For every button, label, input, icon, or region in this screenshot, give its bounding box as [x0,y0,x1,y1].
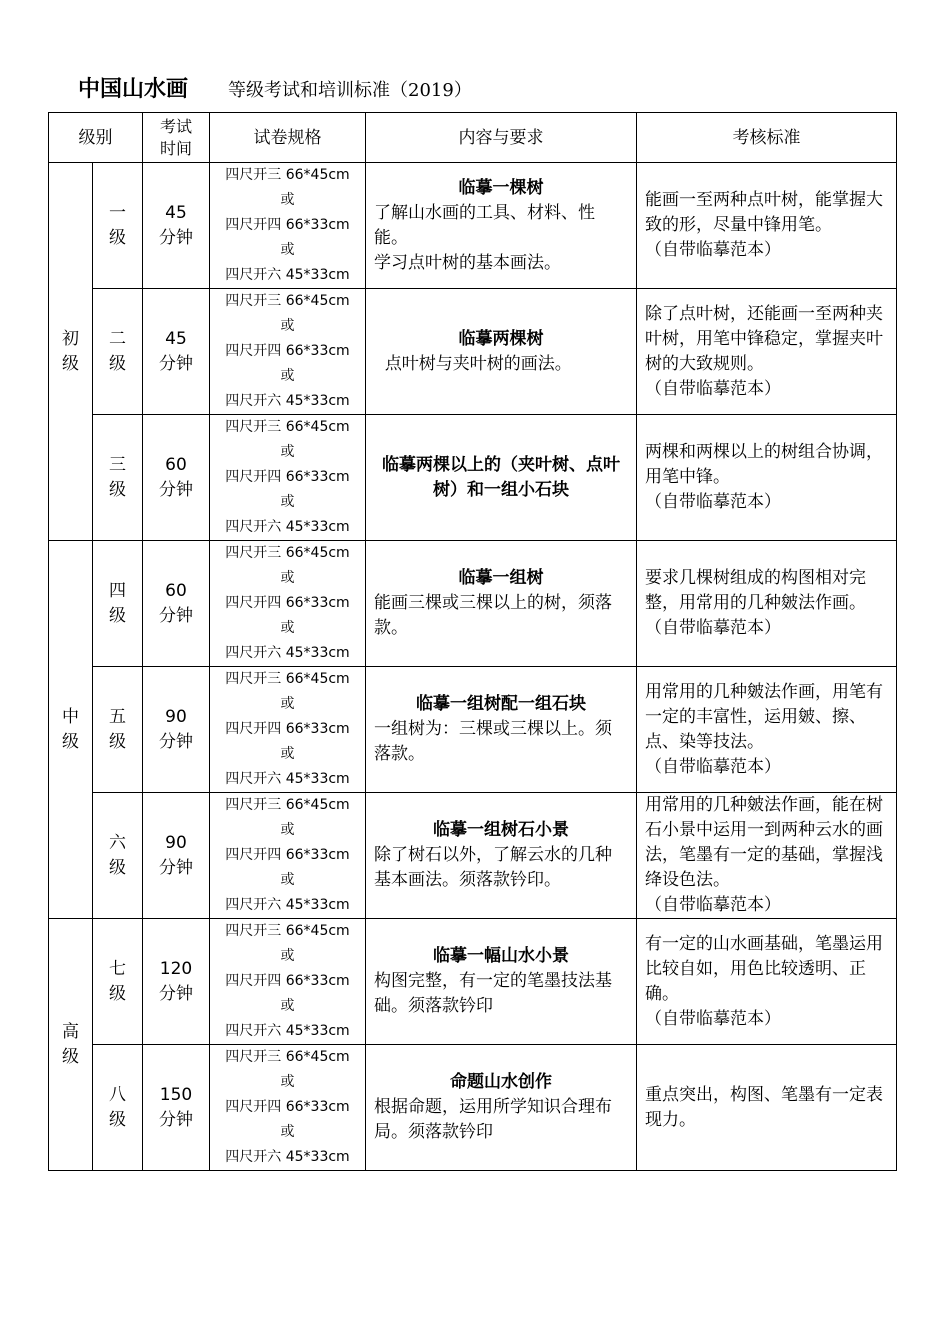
exam-time: 60 分钟 [143,415,210,541]
assessment-standard: 有一定的山水画基础，笔墨运用比较自如，用色比较透明、正确。 （自带临摹范本） [637,919,897,1045]
paper-spec [210,919,366,1045]
level-label: 三 级 [93,415,143,541]
content-body: 除了树石以外，了解云水的几种基本画法。须落款钤印。 [374,845,612,890]
title-main: 中国山水画 [78,77,189,102]
spec-line: 或 [280,368,295,384]
header-content: 内容与要求 [366,113,637,163]
level-label: 一 级 [93,163,143,289]
spec-line: 四尺开六 45*33cm [225,1023,350,1039]
spec-line: 四尺开三 66*45cm [225,167,350,183]
level-label: 二 级 [93,289,143,415]
spec-line: 四尺开四 66*33cm [225,973,350,989]
paper-spec [210,667,366,793]
spec-line: 或 [280,998,295,1014]
paper-spec [210,289,366,415]
spec-line: 四尺开三 66*45cm [225,1049,350,1065]
level-label: 八 级 [93,1045,143,1171]
header-spec: 试卷规格 [210,113,366,163]
spec-line: 四尺开四 66*33cm [225,721,350,737]
content-requirements [366,541,637,667]
content-title: 临摹一组树配一组石块 [416,694,586,714]
assessment-standard: 能画一至两种点叶树，能掌握大致的形，尽量中锋用笔。 （自带临摹范本） [637,163,897,289]
content-requirements [366,919,637,1045]
title-sub: 等级考试和培训标准（2019） [228,80,472,101]
table-row [49,1045,897,1171]
spec-line: 或 [280,242,295,258]
paper-spec [210,541,366,667]
paper-spec [210,793,366,919]
paper-spec [210,1045,366,1171]
grading-standard-table [48,112,897,1171]
spec-line: 四尺开六 45*33cm [225,519,350,535]
spec-line: 或 [280,444,295,460]
spec-line: 四尺开三 66*45cm [225,419,350,435]
spec-line: 或 [280,494,295,510]
assessment-standard: 用常用的几种皴法作画，能在树石小景中运用一到两种云水的画法，笔墨有一定的基础，掌握浅绛设色法。 （自带临摹范本） [637,793,897,919]
spec-line: 四尺开三 66*45cm [225,293,350,309]
paper-spec [210,163,366,289]
content-title: 临摹一组树石小景 [433,820,569,840]
content-body: 一组树为：三棵或三棵以上。须落款。 [374,719,612,764]
level-label: 六 级 [93,793,143,919]
level-label: 七 级 [93,919,143,1045]
spec-line: 四尺开四 66*33cm [225,469,350,485]
content-requirements [366,415,637,541]
content-body: 能画三棵或三棵以上的树，须落款。 [374,593,612,638]
assessment-standard: 重点突出，构图、笔墨有一定表现力。 [637,1045,897,1171]
exam-time: 45 分钟 [143,163,210,289]
content-body: 构图完整，有一定的笔墨技法基础。须落款钤印 [374,971,612,1016]
spec-line: 四尺开四 66*33cm [225,343,350,359]
spec-line: 或 [280,318,295,334]
spec-line: 四尺开三 66*45cm [225,797,350,813]
level-label: 四 级 [93,541,143,667]
content-requirements [366,289,637,415]
group-label: 初 级 [49,163,93,541]
content-requirements [366,793,637,919]
group-label: 中 级 [49,541,93,919]
table-row [49,667,897,793]
spec-line: 或 [280,746,295,762]
content-body: 点叶树与夹叶树的画法。 [374,353,572,374]
spec-line: 或 [280,192,295,208]
assessment-standard: 两棵和两棵以上的树组合协调，用笔中锋。 （自带临摹范本） [637,415,897,541]
document-title [78,72,472,104]
content-requirements [366,667,637,793]
spec-line: 四尺开六 45*33cm [225,393,350,409]
header-time: 考试 时间 [143,113,210,163]
level-label: 五 级 [93,667,143,793]
content-title: 临摹一组树 [458,568,544,588]
assessment-standard: 要求几棵树组成的构图相对完整，用常用的几种皴法作画。 （自带临摹范本） [637,541,897,667]
content-title: 临摹两棵以上的（夹叶树、点叶树）和一组小石块 [382,454,620,500]
content-title: 临摹一幅山水小景 [433,946,569,966]
spec-line: 四尺开四 66*33cm [225,217,350,233]
spec-line: 或 [280,872,295,888]
spec-line: 或 [280,822,295,838]
spec-line: 或 [280,948,295,964]
table-row [49,919,897,1045]
spec-line: 四尺开六 45*33cm [225,1149,350,1165]
spec-line: 四尺开三 66*45cm [225,671,350,687]
table-row [49,541,897,667]
exam-time: 90 分钟 [143,667,210,793]
content-requirements [366,163,637,289]
content-body: 根据命题，运用所学知识合理布局。须落款钤印 [374,1097,612,1142]
spec-line: 或 [280,570,295,586]
assessment-standard: 除了点叶树，还能画一至两种夹叶树，用笔中锋稳定，掌握夹叶树的大致规则。 （自带临摹范本） [637,289,897,415]
table-header-row [49,113,897,163]
spec-line: 或 [280,620,295,636]
spec-line: 四尺开六 45*33cm [225,771,350,787]
table-row [49,415,897,541]
exam-time: 45 分钟 [143,289,210,415]
spec-line: 四尺开三 66*45cm [225,545,350,561]
header-standard: 考核标准 [637,113,897,163]
content-title: 临摹一棵树 [458,177,544,198]
spec-line: 四尺开六 45*33cm [225,267,350,283]
paper-spec [210,415,366,541]
spec-line: 或 [280,1074,295,1090]
content-requirements [366,1045,637,1171]
table-row [49,289,897,415]
exam-time: 60 分钟 [143,541,210,667]
spec-line: 四尺开六 45*33cm [225,645,350,661]
spec-line: 四尺开六 45*33cm [225,897,350,913]
group-label: 高 级 [49,919,93,1171]
content-body: 了解山水画的工具、材料、性能。 学习点叶树的基本画法。 [374,202,595,273]
header-level: 级别 [49,113,143,163]
spec-line: 四尺开三 66*45cm [225,923,350,939]
exam-time: 150 分钟 [143,1045,210,1171]
spec-line: 四尺开四 66*33cm [225,1099,350,1115]
spec-line: 或 [280,1124,295,1140]
spec-line: 或 [280,696,295,712]
content-title: 临摹两棵树 [458,328,544,349]
exam-time: 90 分钟 [143,793,210,919]
assessment-standard: 用常用的几种皴法作画，用笔有一定的丰富性，运用皴、擦、点、染等技法。 （自带临摹范本） [637,667,897,793]
spec-line: 四尺开四 66*33cm [225,595,350,611]
content-title: 命题山水创作 [450,1072,552,1092]
exam-time: 120 分钟 [143,919,210,1045]
table-row [49,163,897,289]
table-row [49,793,897,919]
spec-line: 四尺开四 66*33cm [225,847,350,863]
